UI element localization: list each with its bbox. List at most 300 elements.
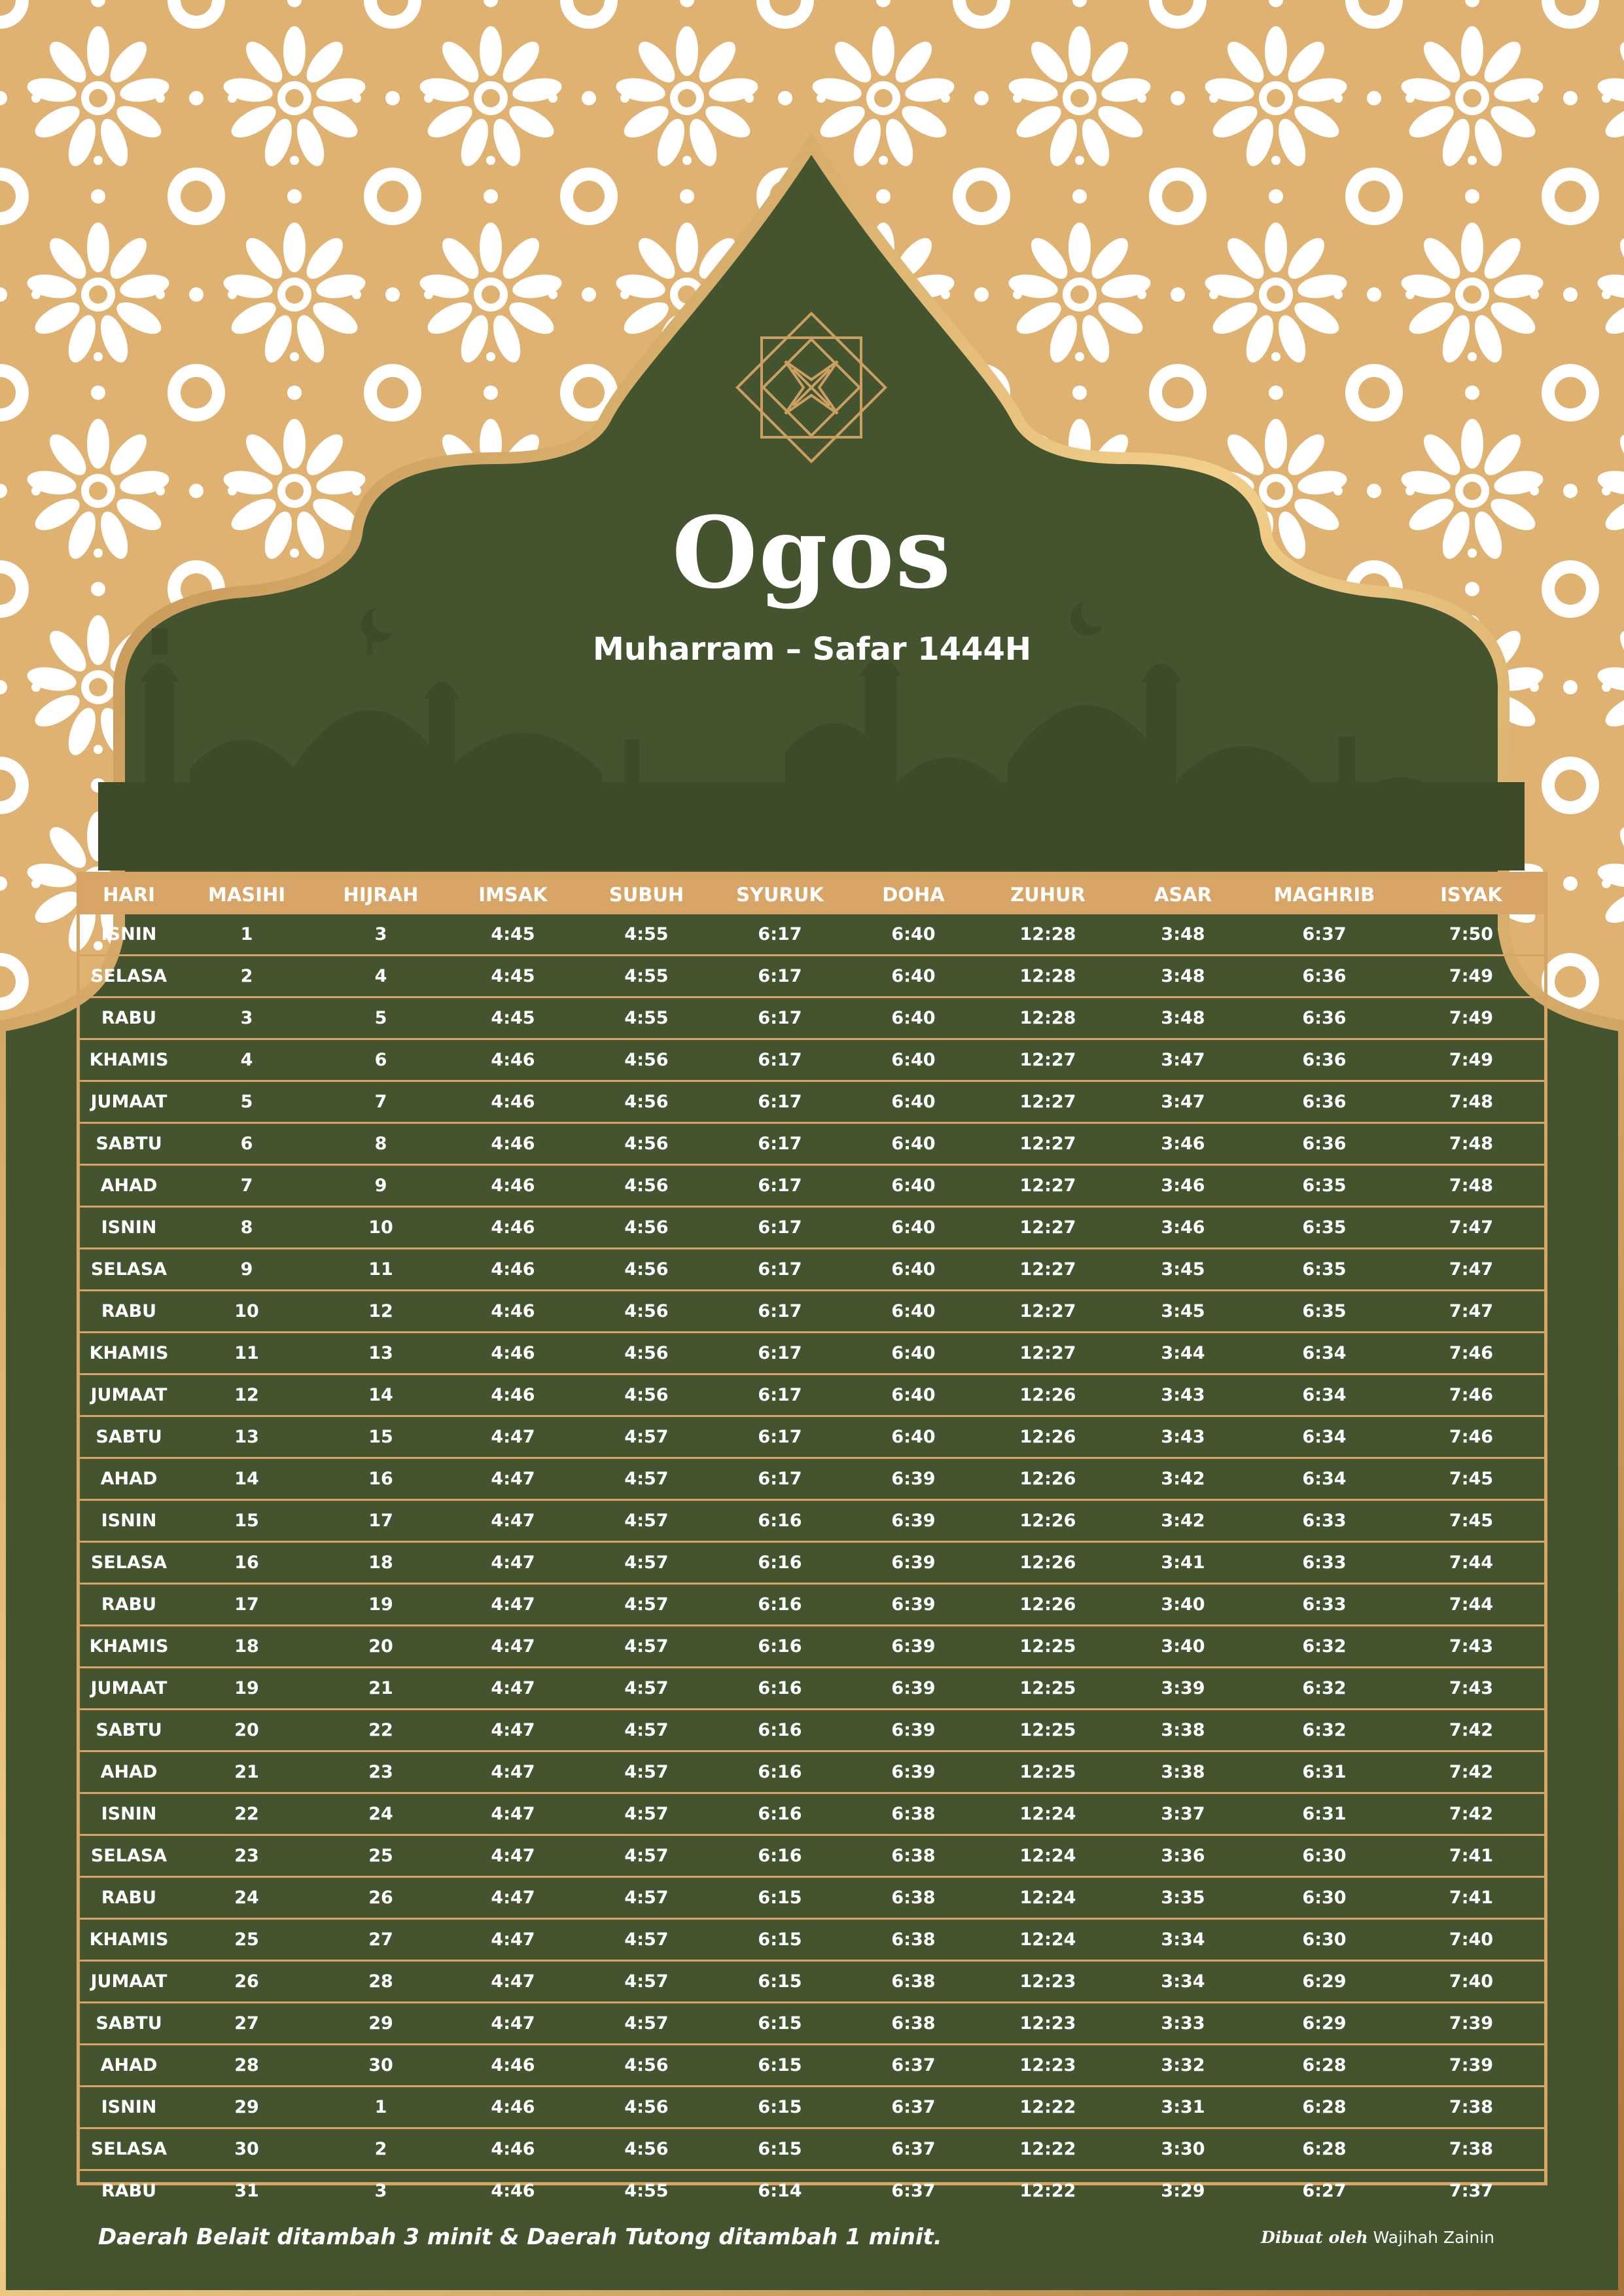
table-cell: SABTU bbox=[80, 1416, 178, 1458]
table-cell: 7:42 bbox=[1398, 1751, 1544, 1793]
table-cell: 8 bbox=[315, 1123, 446, 1165]
table-cell: 4:46 bbox=[446, 2128, 580, 2170]
table-cell: 4:47 bbox=[446, 1500, 580, 1542]
table-cell: 4:46 bbox=[446, 1333, 580, 1374]
table-cell: 6:16 bbox=[713, 1584, 847, 1626]
table-cell: 6:40 bbox=[847, 1416, 980, 1458]
table-cell: 7:46 bbox=[1398, 1416, 1544, 1458]
table-cell: 7:47 bbox=[1398, 1249, 1544, 1291]
table-cell: 4:57 bbox=[580, 1793, 713, 1835]
table-cell: RABU bbox=[80, 1584, 178, 1626]
table-cell: 31 bbox=[178, 2170, 315, 2212]
table-row bbox=[80, 1039, 1544, 1081]
table-cell: 7 bbox=[315, 1081, 446, 1123]
table-cell: 11 bbox=[178, 1333, 315, 1374]
table-cell: 7:40 bbox=[1398, 1961, 1544, 2003]
table-cell: ISNIN bbox=[101, 924, 157, 944]
table-cell: 6:17 bbox=[713, 1374, 847, 1416]
table-cell: 9 bbox=[315, 1165, 446, 1207]
table-cell: 6:33 bbox=[1250, 1500, 1398, 1542]
table-row bbox=[80, 1291, 1544, 1333]
table-cell: 29 bbox=[315, 2003, 446, 2045]
table-row bbox=[80, 1458, 1544, 1500]
table-cell: 12:26 bbox=[980, 1416, 1116, 1458]
table-cell: 6:35 bbox=[1250, 1207, 1398, 1249]
table-cell: 20 bbox=[315, 1626, 446, 1668]
table-cell: 3:42 bbox=[1116, 1458, 1250, 1500]
table-cell: 6:17 bbox=[758, 924, 802, 944]
table-cell: 12:26 bbox=[980, 1500, 1116, 1542]
table-cell: JUMAAT bbox=[80, 1961, 178, 2003]
table-cell: 12:23 bbox=[980, 2003, 1116, 2045]
table-cell: 6:17 bbox=[713, 1291, 847, 1333]
table-cell: JUMAAT bbox=[80, 1374, 178, 1416]
table-cell: 2 bbox=[178, 956, 315, 997]
table-cell: 15 bbox=[178, 1500, 315, 1542]
table-cell: 6:29 bbox=[1250, 2003, 1398, 2045]
table-cell: 3:32 bbox=[1116, 2045, 1250, 2087]
table-cell: 24 bbox=[315, 1793, 446, 1835]
table-cell: 6:15 bbox=[713, 2045, 847, 2087]
table-cell: 6:40 bbox=[847, 1333, 980, 1374]
table-cell: 12:27 bbox=[980, 1039, 1116, 1081]
table-cell: 7:45 bbox=[1398, 1500, 1544, 1542]
table-cell: 17 bbox=[178, 1584, 315, 1626]
table-row bbox=[80, 956, 1544, 997]
table-cell: 6:17 bbox=[713, 1165, 847, 1207]
table-cell: 12:25 bbox=[980, 1751, 1116, 1793]
table-cell: 4:47 bbox=[446, 1877, 580, 1919]
table-cell: 25 bbox=[315, 1835, 446, 1877]
table-cell: AHAD bbox=[80, 1458, 178, 1500]
page-title: Ogos bbox=[671, 495, 953, 611]
table-cell: 12:22 bbox=[980, 2170, 1116, 2212]
table-row bbox=[80, 914, 1544, 956]
table-cell: 29 bbox=[178, 2087, 315, 2128]
table-cell: 3:29 bbox=[1116, 2170, 1250, 2212]
table-cell: 6:36 bbox=[1250, 1039, 1398, 1081]
table-cell: 12:25 bbox=[980, 1626, 1116, 1668]
table-cell: 3:34 bbox=[1116, 1919, 1250, 1961]
table-cell: 6:38 bbox=[847, 1793, 980, 1835]
table-cell: 4:57 bbox=[580, 1542, 713, 1584]
table-cell: 6:30 bbox=[1250, 1919, 1398, 1961]
table-cell: 28 bbox=[315, 1961, 446, 2003]
table-row bbox=[80, 1123, 1544, 1165]
table-cell: 21 bbox=[315, 1668, 446, 1710]
table-cell: 7:41 bbox=[1398, 1835, 1544, 1877]
table-cell: 6:35 bbox=[1250, 1165, 1398, 1207]
table-cell: 7:40 bbox=[1398, 1919, 1544, 1961]
table-cell: AHAD bbox=[80, 2045, 178, 2087]
table-row bbox=[80, 1207, 1544, 1249]
table-cell: 7:48 bbox=[1398, 1165, 1544, 1207]
table-body bbox=[80, 914, 1544, 2211]
table-row bbox=[80, 1877, 1544, 1919]
table-cell: SABTU bbox=[80, 2003, 178, 2045]
table-cell: 6:15 bbox=[713, 2003, 847, 2045]
table-cell: 3:47 bbox=[1116, 1039, 1250, 1081]
table-cell: 27 bbox=[178, 2003, 315, 2045]
table-cell: 4:57 bbox=[580, 1835, 713, 1877]
table-cell: 7:37 bbox=[1398, 2170, 1544, 2212]
table-cell: KHAMIS bbox=[80, 1333, 178, 1374]
table-cell: 6:40 bbox=[847, 1374, 980, 1416]
table-cell: 3:38 bbox=[1116, 1751, 1250, 1793]
table-cell: 3:33 bbox=[1116, 2003, 1250, 2045]
table-cell: 2 bbox=[315, 2128, 446, 2170]
column-header: ASAR bbox=[1116, 875, 1250, 914]
table-cell: 6:39 bbox=[847, 1542, 980, 1584]
table-cell: 6:15 bbox=[713, 1961, 847, 2003]
table-row bbox=[80, 2128, 1544, 2170]
table-cell: 12:24 bbox=[980, 1793, 1116, 1835]
table-cell: 6:38 bbox=[847, 1877, 980, 1919]
footnote: Daerah Belait ditambah 3 minit & Daerah Tutong ditambah 1 minit. bbox=[98, 2224, 942, 2250]
table-cell: 12:25 bbox=[980, 1710, 1116, 1751]
table-cell: 26 bbox=[315, 1877, 446, 1919]
table-cell: 4:46 bbox=[446, 1123, 580, 1165]
table-row bbox=[80, 1081, 1544, 1123]
table-row bbox=[80, 1626, 1544, 1668]
table-cell: 7:49 bbox=[1398, 997, 1544, 1039]
table-cell: 4:45 bbox=[446, 997, 580, 1039]
table-cell: ISNIN bbox=[80, 1207, 178, 1249]
column-header: SYURUK bbox=[713, 875, 847, 914]
table-cell: 4:56 bbox=[580, 1333, 713, 1374]
table-cell: 13 bbox=[315, 1333, 446, 1374]
table-cell: RABU bbox=[80, 997, 178, 1039]
table-cell: 6:17 bbox=[713, 1207, 847, 1249]
table-cell: 14 bbox=[178, 1458, 315, 1500]
table-cell: 6:17 bbox=[713, 997, 847, 1039]
table-cell: 6:34 bbox=[1250, 1416, 1398, 1458]
table-cell: 12:26 bbox=[980, 1542, 1116, 1584]
table-cell: 6:36 bbox=[1250, 1081, 1398, 1123]
table-cell: 6:28 bbox=[1250, 2087, 1398, 2128]
table-cell: 12:27 bbox=[980, 1081, 1116, 1123]
table-row bbox=[80, 1668, 1544, 1710]
table-cell: 12:23 bbox=[980, 1961, 1116, 2003]
table-cell: 6:15 bbox=[713, 2128, 847, 2170]
table-cell: 10 bbox=[315, 1207, 446, 1249]
table-cell: 6:34 bbox=[1250, 1458, 1398, 1500]
table-cell: 30 bbox=[315, 2045, 446, 2087]
table-cell: 3:30 bbox=[1116, 2128, 1250, 2170]
table-cell: 6:36 bbox=[1250, 997, 1398, 1039]
table-cell: 6:35 bbox=[1250, 1291, 1398, 1333]
table-cell: 4:47 bbox=[446, 1919, 580, 1961]
table-cell: 6:16 bbox=[713, 1710, 847, 1751]
table-cell: 6:16 bbox=[713, 1751, 847, 1793]
table-cell: 12:26 bbox=[980, 1458, 1116, 1500]
table-cell: 6:17 bbox=[713, 1039, 847, 1081]
table-cell: 4:47 bbox=[446, 1793, 580, 1835]
table-row bbox=[80, 2045, 1544, 2087]
table-cell: 6:40 bbox=[847, 956, 980, 997]
table-cell: 6:39 bbox=[847, 1458, 980, 1500]
page-subtitle: Muharram – Safar 1444H bbox=[592, 631, 1032, 668]
table-cell: 12:22 bbox=[980, 2087, 1116, 2128]
table-cell: 12 bbox=[178, 1374, 315, 1416]
table-cell: 6:34 bbox=[1250, 1333, 1398, 1374]
table-cell: 3 bbox=[178, 997, 315, 1039]
table-cell: 13 bbox=[178, 1416, 315, 1458]
table-cell: 4:57 bbox=[580, 1668, 713, 1710]
table-cell: 4:56 bbox=[580, 1165, 713, 1207]
table-cell: KHAMIS bbox=[80, 1039, 178, 1081]
table-cell: 4:55 bbox=[580, 956, 713, 997]
table-cell: 6:17 bbox=[713, 956, 847, 997]
table-cell: 12:26 bbox=[980, 1584, 1116, 1626]
table-cell: 7:47 bbox=[1398, 1291, 1544, 1333]
table-cell: 16 bbox=[178, 1542, 315, 1584]
table-cell: 12:22 bbox=[980, 2128, 1116, 2170]
table-cell: SELASA bbox=[80, 956, 178, 997]
table-cell: SELASA bbox=[80, 1249, 178, 1291]
table-cell: 4:56 bbox=[580, 1291, 713, 1333]
table-cell: ISNIN bbox=[80, 1793, 178, 1835]
table-cell: SELASA bbox=[80, 1542, 178, 1584]
table-cell: 17 bbox=[315, 1500, 446, 1542]
table-cell: 3:34 bbox=[1116, 1961, 1250, 2003]
table-cell: 7 bbox=[178, 1165, 315, 1207]
table-cell: 4:47 bbox=[446, 1710, 580, 1751]
table-cell: 12:24 bbox=[980, 1835, 1116, 1877]
table-cell: 3:40 bbox=[1116, 1584, 1250, 1626]
table-row bbox=[80, 1584, 1544, 1626]
table-cell: 6:16 bbox=[713, 1542, 847, 1584]
table-cell: 7:38 bbox=[1398, 2128, 1544, 2170]
table-cell: 6:15 bbox=[713, 2087, 847, 2128]
table-cell: 19 bbox=[178, 1668, 315, 1710]
table-row bbox=[80, 1751, 1544, 1793]
table-cell: 4:47 bbox=[446, 1626, 580, 1668]
table-cell: 3:42 bbox=[1116, 1500, 1250, 1542]
table-row bbox=[80, 1961, 1544, 2003]
table-cell: 11 bbox=[315, 1249, 446, 1291]
table-cell: 7:39 bbox=[1398, 2045, 1544, 2087]
table-cell: 6:39 bbox=[847, 1710, 980, 1751]
table-cell: 6:33 bbox=[1250, 1542, 1398, 1584]
table-cell: 6:16 bbox=[713, 1793, 847, 1835]
table-cell: KHAMIS bbox=[80, 1626, 178, 1668]
table-cell: 4:56 bbox=[580, 1123, 713, 1165]
table-cell: 6:32 bbox=[1250, 1626, 1398, 1668]
column-header: ZUHUR bbox=[980, 875, 1116, 914]
table-cell: 4:47 bbox=[446, 2003, 580, 2045]
table-cell: 6:40 bbox=[847, 997, 980, 1039]
prayer-times-table bbox=[80, 875, 1544, 2211]
table-cell: 12:25 bbox=[980, 1668, 1116, 1710]
table-cell: 6:31 bbox=[1250, 1751, 1398, 1793]
table-cell: 3:45 bbox=[1116, 1249, 1250, 1291]
table-cell: 27 bbox=[315, 1919, 446, 1961]
table-cell: 4:46 bbox=[446, 1374, 580, 1416]
table-cell: 4:45 bbox=[446, 956, 580, 997]
table-cell: 4:57 bbox=[580, 1919, 713, 1961]
table-cell: 24 bbox=[178, 1877, 315, 1919]
column-header: SUBUH bbox=[580, 875, 713, 914]
table-cell: 30 bbox=[178, 2128, 315, 2170]
table-cell: 8 bbox=[178, 1207, 315, 1249]
table-cell: 6:17 bbox=[713, 1458, 847, 1500]
table-cell: 20 bbox=[178, 1710, 315, 1751]
table-cell: 3:43 bbox=[1116, 1374, 1250, 1416]
table-cell: 26 bbox=[178, 1961, 315, 2003]
table-cell: 4:47 bbox=[446, 1668, 580, 1710]
table-cell: 4:56 bbox=[580, 2128, 713, 2170]
table-row bbox=[80, 1919, 1544, 1961]
table-cell: 4:46 bbox=[446, 2087, 580, 2128]
table-cell: 3:31 bbox=[1116, 2087, 1250, 2128]
table-cell: 6:40 bbox=[847, 1039, 980, 1081]
table-cell: 4:46 bbox=[446, 1039, 580, 1081]
table-cell: 5 bbox=[315, 997, 446, 1039]
table-cell: 3:40 bbox=[1116, 1626, 1250, 1668]
table-cell: 6:35 bbox=[1250, 1249, 1398, 1291]
table-row bbox=[80, 997, 1544, 1039]
table-cell: 4:46 bbox=[446, 1081, 580, 1123]
table-row bbox=[80, 1374, 1544, 1416]
table-cell: 16 bbox=[315, 1458, 446, 1500]
table-cell: 6:16 bbox=[713, 1500, 847, 1542]
table-cell: JUMAAT bbox=[80, 1668, 178, 1710]
table-cell: 7:42 bbox=[1398, 1793, 1544, 1835]
table-cell: 4:47 bbox=[446, 1835, 580, 1877]
table-cell: 3:46 bbox=[1116, 1123, 1250, 1165]
table-cell: 7:48 bbox=[1398, 1081, 1544, 1123]
table-cell: SABTU bbox=[80, 1710, 178, 1751]
table-row bbox=[80, 1542, 1544, 1584]
table-cell: RABU bbox=[80, 1877, 178, 1919]
table-cell: 23 bbox=[178, 1835, 315, 1877]
table-cell: 6:15 bbox=[713, 1877, 847, 1919]
table-cell: JUMAAT bbox=[80, 1081, 178, 1123]
table-cell: 4:57 bbox=[580, 1584, 713, 1626]
table-cell: ISNIN bbox=[80, 1500, 178, 1542]
table-cell: 4:57 bbox=[580, 1458, 713, 1500]
table-cell: 4:46 bbox=[446, 1207, 580, 1249]
table-cell: KHAMIS bbox=[80, 1919, 178, 1961]
table-cell: 6:17 bbox=[713, 1333, 847, 1374]
table-cell: 6:37 bbox=[1302, 924, 1347, 944]
table-cell: 4:57 bbox=[580, 1626, 713, 1668]
table-cell: 6:40 bbox=[891, 924, 936, 944]
table-cell: 4:56 bbox=[580, 2045, 713, 2087]
table-cell: 4:57 bbox=[580, 1877, 713, 1919]
table-cell: 6:16 bbox=[713, 1626, 847, 1668]
table-cell: 12:27 bbox=[980, 1123, 1116, 1165]
table-cell: 6:37 bbox=[847, 2170, 980, 2212]
table-cell: 4:56 bbox=[580, 1207, 713, 1249]
table-cell: 1 bbox=[240, 924, 253, 944]
table-cell: 4:47 bbox=[446, 1961, 580, 2003]
table-cell: 18 bbox=[178, 1626, 315, 1668]
table-cell: 4:56 bbox=[580, 1374, 713, 1416]
table-cell: 7:45 bbox=[1398, 1458, 1544, 1500]
credit-name: Wajihah Zainin bbox=[1373, 2228, 1494, 2247]
table-cell: 7:49 bbox=[1398, 1039, 1544, 1081]
table-cell: 6:38 bbox=[847, 1835, 980, 1877]
table-cell: 9 bbox=[178, 1249, 315, 1291]
table-cell: 4:46 bbox=[446, 1291, 580, 1333]
table-cell: 4:56 bbox=[580, 1039, 713, 1081]
table-cell: 3:48 bbox=[1116, 997, 1250, 1039]
prayer-times-table-frame bbox=[77, 872, 1547, 2201]
table-cell: 4:57 bbox=[580, 2003, 713, 2045]
table-cell: 6:40 bbox=[847, 1249, 980, 1291]
table-header-row bbox=[80, 875, 1544, 914]
column-header: MAGHRIB bbox=[1250, 875, 1398, 914]
table-cell: 3:48 bbox=[1116, 956, 1250, 997]
table-cell: SELASA bbox=[80, 1835, 178, 1877]
table-cell: 6:33 bbox=[1250, 1584, 1398, 1626]
table-row bbox=[80, 1249, 1544, 1291]
table-cell: 4:57 bbox=[580, 1961, 713, 2003]
table-cell: 4:47 bbox=[446, 1416, 580, 1458]
table-cell: 7:46 bbox=[1398, 1374, 1544, 1416]
table-cell: 3:48 bbox=[1161, 924, 1205, 944]
table-cell: 7:48 bbox=[1398, 1123, 1544, 1165]
column-header: HARI bbox=[80, 875, 178, 914]
table-cell: AHAD bbox=[80, 1165, 178, 1207]
table-row bbox=[80, 1416, 1544, 1458]
table-cell: 4:46 bbox=[446, 1165, 580, 1207]
table-cell: 6:17 bbox=[713, 1081, 847, 1123]
table-cell: 12:28 bbox=[1019, 924, 1076, 944]
table-cell: 4:47 bbox=[446, 1751, 580, 1793]
table-cell: 4:45 bbox=[491, 924, 535, 944]
table-cell: ISNIN bbox=[80, 2087, 178, 2128]
table-cell: 6:37 bbox=[847, 2128, 980, 2170]
table-cell: 6:36 bbox=[1250, 956, 1398, 997]
table-row bbox=[80, 1835, 1544, 1877]
table-cell: 7:47 bbox=[1398, 1207, 1544, 1249]
table-cell: 12:23 bbox=[980, 2045, 1116, 2087]
table-cell: 6:15 bbox=[713, 1919, 847, 1961]
table-cell: 12:27 bbox=[980, 1249, 1116, 1291]
table-cell: 12:26 bbox=[980, 1374, 1116, 1416]
table-cell: 4 bbox=[178, 1039, 315, 1081]
table-row bbox=[80, 2003, 1544, 2045]
table-cell: 7:43 bbox=[1398, 1668, 1544, 1710]
table-cell: 4:57 bbox=[580, 1416, 713, 1458]
table-cell: 28 bbox=[178, 2045, 315, 2087]
column-header: DOHA bbox=[847, 875, 980, 914]
table-cell: 12:24 bbox=[980, 1877, 1116, 1919]
table-cell: 7:44 bbox=[1398, 1542, 1544, 1584]
table-row bbox=[80, 1710, 1544, 1751]
table-row bbox=[80, 1333, 1544, 1374]
table-cell: 4:46 bbox=[446, 2170, 580, 2212]
table-cell: 6:32 bbox=[1250, 1668, 1398, 1710]
table-cell: 6:40 bbox=[847, 1165, 980, 1207]
table-cell: 6:31 bbox=[1250, 1793, 1398, 1835]
table-cell: 12:27 bbox=[980, 1291, 1116, 1333]
table-cell: 22 bbox=[315, 1710, 446, 1751]
table-cell: 4:56 bbox=[580, 1081, 713, 1123]
table-cell: 6:40 bbox=[847, 1081, 980, 1123]
table-cell: 6:17 bbox=[713, 1416, 847, 1458]
table-cell: 12:27 bbox=[980, 1207, 1116, 1249]
table-cell: 6:40 bbox=[847, 1123, 980, 1165]
table-cell: 4:47 bbox=[446, 1458, 580, 1500]
table-cell: 6:37 bbox=[847, 2087, 980, 2128]
table-cell: 3:41 bbox=[1116, 1542, 1250, 1584]
table-cell: 4:55 bbox=[624, 924, 669, 944]
table-cell: 4:56 bbox=[580, 2087, 713, 2128]
